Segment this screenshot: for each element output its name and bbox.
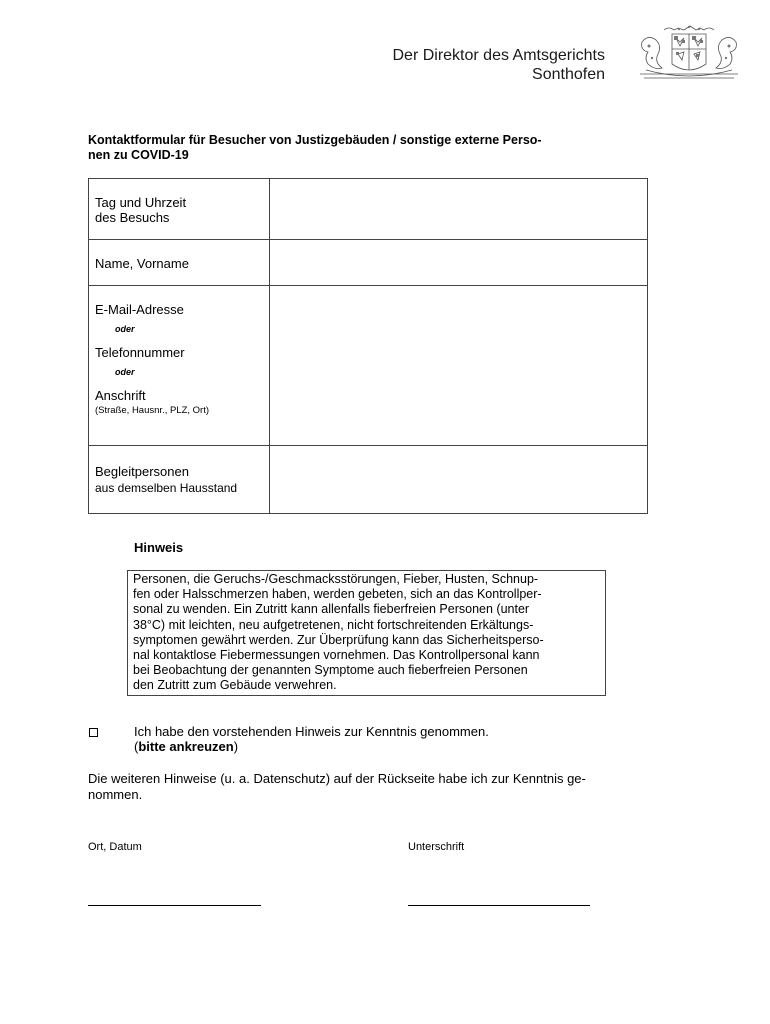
oder-label: oder xyxy=(115,324,135,334)
row-contact xyxy=(89,286,648,446)
companions-label-line2: aus demselben Hausstand xyxy=(95,481,238,495)
place-date-line[interactable] xyxy=(88,905,261,906)
notice-line: bei Beobachtung der genannten Symptome auch fieberfreien Personen xyxy=(133,663,528,678)
form-title xyxy=(88,133,648,163)
acknowledge-text xyxy=(134,724,489,754)
visit-time-label-line1: Tag und Uhrzeit xyxy=(95,195,187,210)
issuer-location: Sonthofen xyxy=(532,66,605,83)
acknowledge-line1: Ich habe den vorstehenden Hinweis zur Kenntnis genommen. xyxy=(134,724,489,739)
contact-form-table xyxy=(88,178,648,514)
place-date-label: Ort, Datum xyxy=(88,841,142,853)
further-notes-line1: Die weiteren Hinweise (u. a. Datenschutz) auf der Rückseite habe ich zur Kenntnis ge- xyxy=(88,771,586,786)
companions-label xyxy=(89,446,270,514)
notice-box xyxy=(127,570,606,696)
acknowledge-checkbox[interactable] xyxy=(89,728,98,737)
form-title-line2: nen zu COVID-19 xyxy=(88,148,189,162)
address-hint: (Straße, Hausnr., PLZ, Ort) xyxy=(95,405,210,416)
notice-line: 38°C) mit leichten, neu aufgetretenen, nicht fortschreitenden Erkältungs- xyxy=(133,617,534,632)
email-label: E-Mail-Adresse xyxy=(95,302,184,317)
contact-label xyxy=(89,286,270,446)
companions-label-line1: Begleitpersonen xyxy=(95,464,189,479)
visit-time-field[interactable] xyxy=(270,179,648,240)
acknowledge-instruction: bitte ankreuzen xyxy=(138,739,234,754)
bavarian-coat-of-arms-icon xyxy=(634,24,744,82)
notice-heading: Hinweis xyxy=(134,540,184,555)
name-field[interactable] xyxy=(270,240,648,286)
visit-time-label-line2: des Besuchs xyxy=(95,210,170,225)
name-label-text: Name, Vorname xyxy=(95,256,189,271)
notice-line: nal kontaktlose Fiebermessungen vornehmen. Das Kontrollpersonal kann xyxy=(133,648,540,663)
further-notes xyxy=(88,771,586,803)
issuer-title: Der Direktor des Amtsgerichts xyxy=(392,47,605,64)
contact-field[interactable] xyxy=(270,286,648,446)
companions-field[interactable] xyxy=(270,446,648,514)
signature-label: Unterschrift xyxy=(408,841,465,853)
notice-line: fen oder Halsschmerzen haben, werden gebeten, sich an das Kontrollper- xyxy=(133,587,542,602)
signature-line[interactable] xyxy=(408,905,590,906)
acknowledge-line2 xyxy=(134,739,489,754)
address-label: Anschrift xyxy=(95,388,146,403)
row-name xyxy=(89,240,648,286)
form-title-line1: Kontaktformular für Besucher von Justizgebäuden / sonstige externe Perso- xyxy=(88,133,542,147)
row-visit-time xyxy=(89,179,648,240)
phone-label: Telefonnummer xyxy=(95,345,185,360)
issuer-header xyxy=(392,46,605,84)
notice-line: sonal zu wenden. Ein Zutritt kann allenfalls fieberfreien Personen (unter xyxy=(133,602,530,617)
oder-label: oder xyxy=(115,367,135,377)
notice-line: Personen, die Geruchs-/Geschmacksstörungen, Fieber, Husten, Schnup- xyxy=(133,572,539,586)
further-notes-line2: nommen. xyxy=(88,787,143,802)
row-companions xyxy=(89,446,648,514)
acknowledge-paren-close: ) xyxy=(233,739,239,754)
notice-line: symptomen gewährt werden. Zur Überprüfung kann das Sicherheitsperso- xyxy=(133,632,544,647)
visit-time-label xyxy=(89,179,270,240)
name-label xyxy=(89,240,270,286)
notice-line: den Zutritt zum Gebäude verwehren. xyxy=(133,678,337,693)
acknowledge-paren-open: ( xyxy=(134,739,139,754)
